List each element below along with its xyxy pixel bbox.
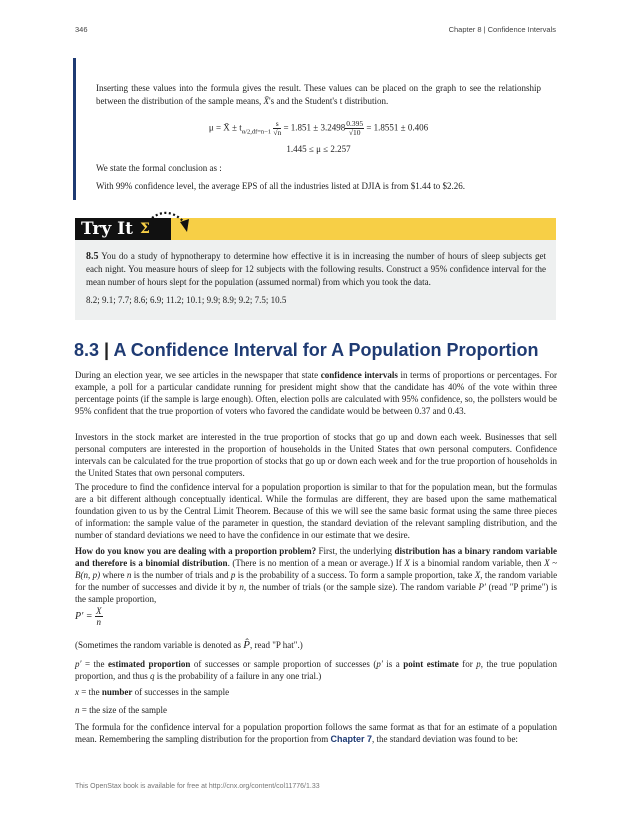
paragraph-procedure: The procedure to find the confidence interval for a population proportion is similar to that for the population mean, but the formulas are a bit different although conceptually identical. While the formulas are different, they are based upon the same mathematical foundation given to us by the Central Limit Theorem. Because of this we will see the same basic format using the same three pieces of information: the sample value of the parameter in question, the standard deviation of the relevant sampling distribution, and the number of standard deviations we need to have the confidence in our estimate that we desire.: [75, 482, 557, 541]
chapter-7-link[interactable]: Chapter 7: [330, 734, 372, 745]
dotted-arrow-icon: [150, 208, 194, 242]
paragraph-investors: Investors in the stock market are interested in the true proportion of stocks that go up and down each week. Businesses that sell personal computers are interested in the proportion of households in the United States that own personal computers. Confidence intervals can be calculated for the true proportion of stocks that go up or down each week and for the true proportion of households in the United States that own personal computers.: [75, 432, 557, 479]
n-definition: n = the size of the sample: [75, 705, 168, 715]
x-definition: x = the number of successes in the sample: [75, 687, 230, 697]
value-fraction: $\frac{0.395}{√10}$: [346, 119, 364, 137]
paragraph-formula-intro: The formula for the confidence interval for a population proportion follows the same format as that for an estimate of a population mean. Remembering the sampling distribution for the proportion from Chapter 7, the standard deviation was found to be:: [75, 722, 557, 745]
x-bar-symbol: X̄: [263, 95, 269, 106]
example-intro: Inserting these values into the formula gives the result. These values can be placed on the graph to see the relationship between the distribution of the sample means, X̄'s and the Student's t distribution.: [96, 83, 541, 106]
example-block: [73, 58, 559, 200]
section-title: 8.3 | A Confidence Interval for A Population Proportion: [74, 340, 539, 360]
try-it-exercise: 8.5 You do a study of hypnotherapy to determine how effective it is in increasing the number of hours of sleep subjects get each night. You measure hours of sleep for 12 subjects with the following results. Construct a 95% confidence interval for the mean number of hours slept for the population (assumed normal) from which you took the data. 8.2; 9.1; 7.7; 8.6; 6.9; 11.2; 10.1; 9.9; 8.9; 9.2; 7.5; 10.5: [86, 251, 546, 306]
exercise-data: 8.2; 9.1; 7.7; 8.6; 6.9; 11.2; 10.1; 9.9; 8.9; 9.2; 7.5; 10.5: [86, 295, 287, 306]
p-hat-symbol: P̂: [243, 639, 250, 651]
exercise-number: 8.5: [86, 251, 99, 262]
try-it-box: [75, 240, 556, 320]
p-prime-equation: P′ = $\frac{X}{n}$: [75, 606, 102, 627]
paragraph-elections: During an election year, we see articles in the newspaper that state confidence intervals in terms of proportions or percentages. For example, a poll for a particular candidate running for president might show that the candidate has 40% of the vote within three percentage points (if the sample is large enough). Often, election polls are calculated with 95% confidence, so, the pollsters would be 95% confident that the true proportion of voters who favored the candidate would be between 0.37 and 0.43.: [75, 370, 558, 417]
conclusion-label: We state the formal conclusion as :: [96, 163, 222, 173]
footer-text: This OpenStax book is available for free at http://cnx.org/content/col11776/1.33: [75, 783, 320, 790]
s-over-root-n: $\frac{s}{√n}$: [273, 119, 282, 137]
conclusion: With 99% confidence level, the average EPS of all the industries listed at DJIA is from $1.44 to $2.26.: [96, 181, 466, 191]
paragraph-proportion-problem: How do you know you are dealing with a proportion problem? First, the underlying distribution has a binary random variable and therefore is a binomial distribution. (There is no mention of a mean or average.) If X is a binomial random variable, then X ~ B(n, p) where n is the number of trials and p is the probability of a success. To form a sample proportion, take X, the random variable for the number of successes and divide it by n, the number of trials (or the sample size). The random variable P′ (read "P prime") is the sample proportion,: [75, 546, 558, 605]
interval-result: 1.445 ≤ μ ≤ 2.257: [286, 144, 351, 154]
page-number: 346: [75, 25, 88, 34]
sigma-icon: Σ: [140, 221, 150, 237]
p-prime-definition: p′ = the estimated proportion of successes or sample proportion of successes (p′ is a point estimate for p, the true population proportion, and thus q is the probability of a failure in any one trial.): [75, 659, 558, 682]
confidence-formula: μ = X̄ ± $t_{\alpha/2,df=n-1}$ $\frac{s}{√n}$ = 1.851 ± 3.2498 $\frac{0.395}{√10}$ = 1.8551 ± 0.406: [208, 119, 429, 137]
p-hat-note: (Sometimes the random variable is denoted as P̂, read "P hat".): [75, 639, 303, 651]
try-it-label: Try It: [75, 218, 171, 240]
chapter-header: Chapter 8 | Confidence Intervals: [448, 25, 556, 34]
